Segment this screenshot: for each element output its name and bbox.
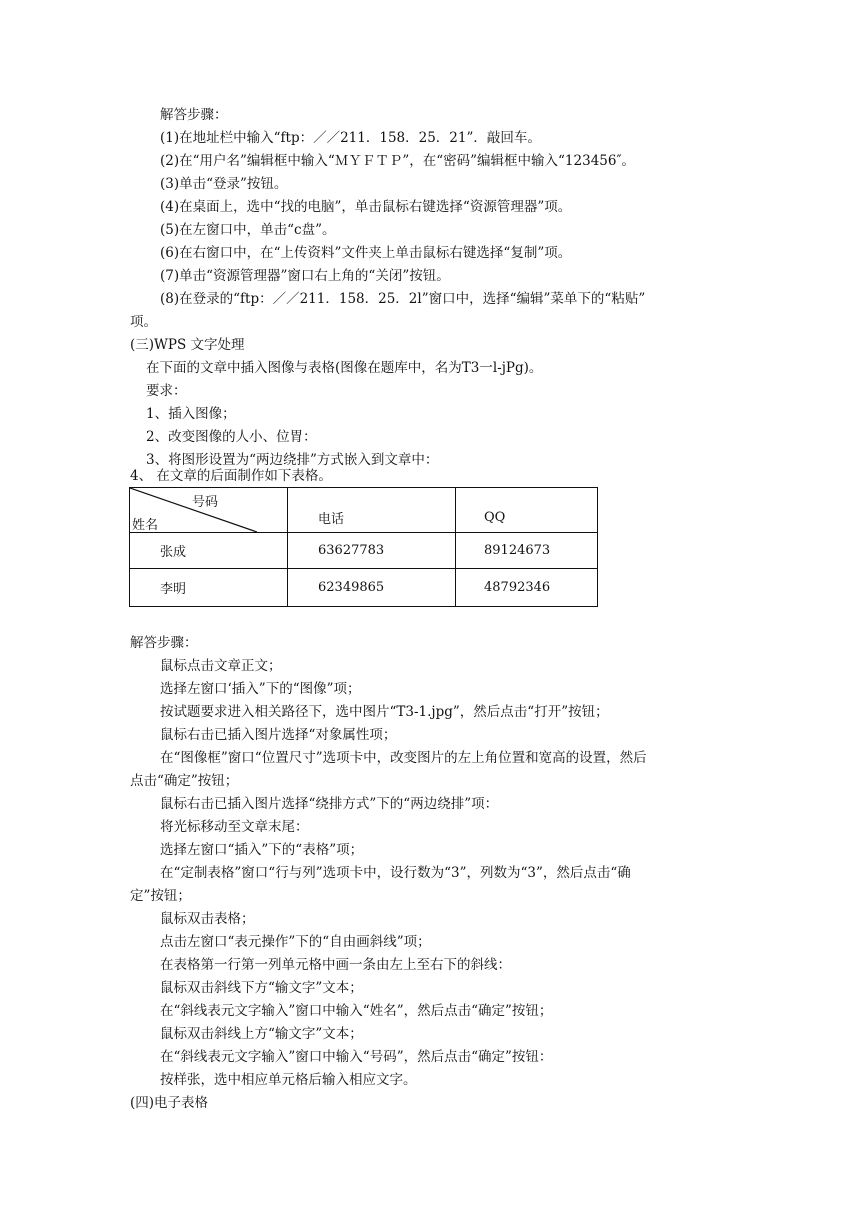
contact-table (129, 487, 598, 607)
answer-line: 选择左窗口‘插入”下的“图像”项； (160, 681, 361, 697)
header-qq: QQ (456, 488, 598, 533)
answer-title: 解答步骤： (130, 635, 198, 651)
answer-line: 在“图像框”窗口“位置尺寸”选项卡中，改变图片的左上角位置和宽高的设置，然后 (160, 750, 647, 766)
ftp-step-4: (4)在桌面上，选中“找的电脑”，单击鼠标右键选择“资源管理器”项。 (160, 199, 572, 215)
ftp-step-8: (8)在登录的“ftp：／／211．158．25．2l”窗口中，选择“编辑”菜单下的“粘贴” (160, 291, 646, 307)
answer-line: 鼠标双击斜线下方“输文字”文本； (160, 980, 363, 996)
wps-req-2: 2、改变图像的人小、位胃： (146, 429, 317, 445)
cell-qq: 89124673 (456, 533, 598, 569)
cell-phone: 62349865 (288, 569, 456, 607)
answer-line: 按样张，选中相应单元格后输入相应文字。 (160, 1072, 417, 1088)
answer-line: 选择左窗口“插入”下的“表格”项； (160, 842, 364, 858)
answer-line: 鼠标双击表格； (160, 911, 255, 927)
answer-line: 鼠标双击斜线上方“输文字”文本； (160, 1026, 363, 1042)
cell-phone: 63627783 (288, 533, 456, 569)
ftp-steps-title: 解答步骤： (160, 107, 228, 123)
cell-name: 张成 (130, 533, 288, 569)
wps-req-label: 要求： (146, 383, 187, 399)
ftp-step-6: (6)在右窗口中，在“上传资料”文件夹上单击鼠标右键选择“复制”项。 (160, 245, 572, 261)
answer-line: 点击“确定”按钮； (130, 773, 239, 789)
answer-line: 将光标移动至文章末尾： (160, 819, 309, 835)
ftp-step-3: (3)单击“登录”按钮。 (160, 176, 288, 192)
answer-line: 按试题要求进入相关路径下，选中图片“T3-1.jpg”，然后点击“打开”按钮； (160, 704, 609, 720)
wps-req-3: 3、将图形设置为“两边绕排”方式嵌入到文章中： (146, 452, 439, 468)
diag-top-label: 号码 (192, 495, 219, 510)
answer-line: 鼠标点击文章正文； (160, 658, 282, 674)
wps-intro: 在下面的文章中插入图像与表格(图像在题库中，名为T3一l-jPg)。 (146, 360, 543, 376)
answer-line: 在表格第一行第一列单元格中画一条由左上至右下的斜线： (160, 957, 511, 973)
diag-bottom-label: 姓名 (132, 518, 159, 532)
wps-req-1: 1、插入图像； (146, 406, 236, 422)
answer-line: 定”按钮； (130, 888, 191, 904)
table-header-row (130, 488, 598, 533)
ftp-step-1: (1)在地址栏中输入“ftp：／／211．158．25．21”．敲回车。 (160, 130, 541, 146)
answer-line: 在“斜线表元文字输入”窗口中输入“号码”，然后点击“确定”按钮： (160, 1049, 553, 1065)
header-phone: 电话 (288, 488, 456, 533)
ftp-step-5: (5)在左窗口中，单击“c盘”。 (160, 222, 336, 238)
cell-name: 李明 (130, 569, 288, 607)
diagonal-header-cell (130, 488, 288, 533)
next-section-heading: (四)电子表格 (130, 1095, 209, 1111)
wps-req-4: 4、 在文章的后面制作如下表格。 (130, 468, 332, 484)
answer-line: 鼠标右击已插入图片选择“对象属性项； (160, 727, 397, 743)
ftp-step-7: (7)单击“资源管理器”窗口右上角的“关闭”按钮。 (160, 268, 450, 284)
ftp-step-8-cont: 项。 (130, 314, 157, 330)
answer-line: 在“定制表格”窗口“行与列”选项卡中，设行数为“3”，列数为“3”，然后点击“确 (160, 865, 631, 881)
cell-qq: 48792346 (456, 569, 598, 607)
ftp-step-2: (2)在“用户名”编辑框中输入“ＭＹＦＴＰ”，在“密码”编辑框中输入“123456″。 (160, 153, 636, 169)
answer-line: 在“斜线表元文字输入”窗口中输入“姓名”，然后点击“确定”按钮； (160, 1003, 553, 1019)
wps-heading: (三)WPS 文字处理 (130, 337, 245, 353)
table-row (130, 533, 598, 569)
table-row (130, 569, 598, 607)
answer-line: 鼠标右击已插入图片选择“绕排方式”下的“两边绕排”项： (160, 796, 499, 812)
answer-line: 点击左窗口“表元操作”下的“自由画斜线”项； (160, 934, 431, 950)
